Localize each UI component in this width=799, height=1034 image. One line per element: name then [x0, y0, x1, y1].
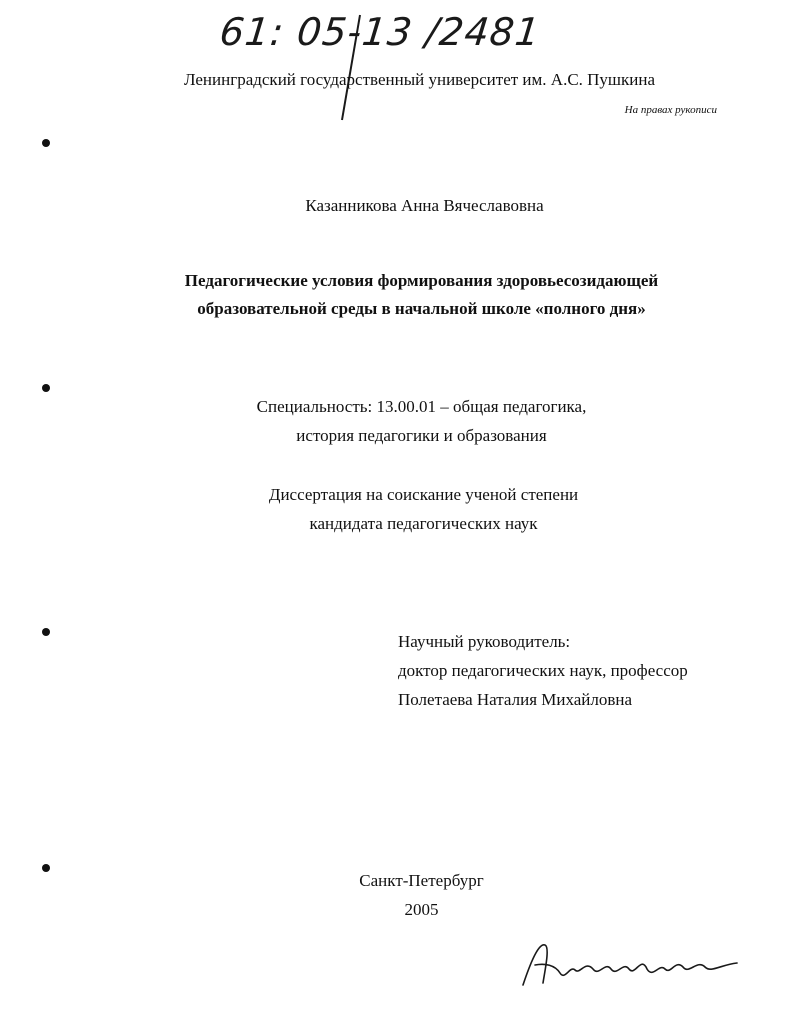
footer-year: 2005	[404, 900, 439, 919]
title-line-2: образовательной среды в начальной школе «полного дня»	[197, 299, 646, 318]
dissertation-line-1: Диссертация на соискание ученой степени	[268, 485, 579, 504]
title-line-1: Педагогические условия формирования здоровьесозидающей	[184, 271, 659, 290]
footer-city: Санкт-Петербург	[359, 871, 484, 890]
dissertation-line-2: кандидата педагогических наук	[309, 514, 538, 533]
supervisor-degree: доктор педагогических наук, профессор	[398, 661, 688, 680]
specialty-line-2: история педагогики и образования	[296, 426, 547, 445]
author-signature	[515, 935, 745, 995]
supervisor-name: Полетаева Наталия Михайловна	[398, 690, 633, 709]
supervisor-label: Научный руководитель:	[398, 632, 571, 651]
specialty-line-1: Специальность: 13.00.01 – общая педагогика,	[256, 397, 587, 416]
author-name: Казанникова Анна Вячеславовна	[305, 196, 544, 215]
supervisor-block	[398, 627, 688, 714]
binding-hole-mark	[42, 139, 50, 147]
manuscript-rights-note: На правах рукописи	[624, 104, 717, 116]
binding-hole-mark	[42, 628, 50, 636]
dissertation-title	[22, 267, 799, 323]
binding-hole-mark	[42, 384, 50, 392]
dissertation-type-block	[24, 480, 799, 538]
specialty-block	[22, 392, 799, 450]
university-name: Ленинградский государственный университет им. А.С. Пушкина	[183, 70, 656, 89]
binding-hole-mark	[42, 864, 50, 872]
archive-stamp-code: 61: 05-13 /2481	[217, 10, 543, 54]
footer-block	[22, 866, 799, 924]
